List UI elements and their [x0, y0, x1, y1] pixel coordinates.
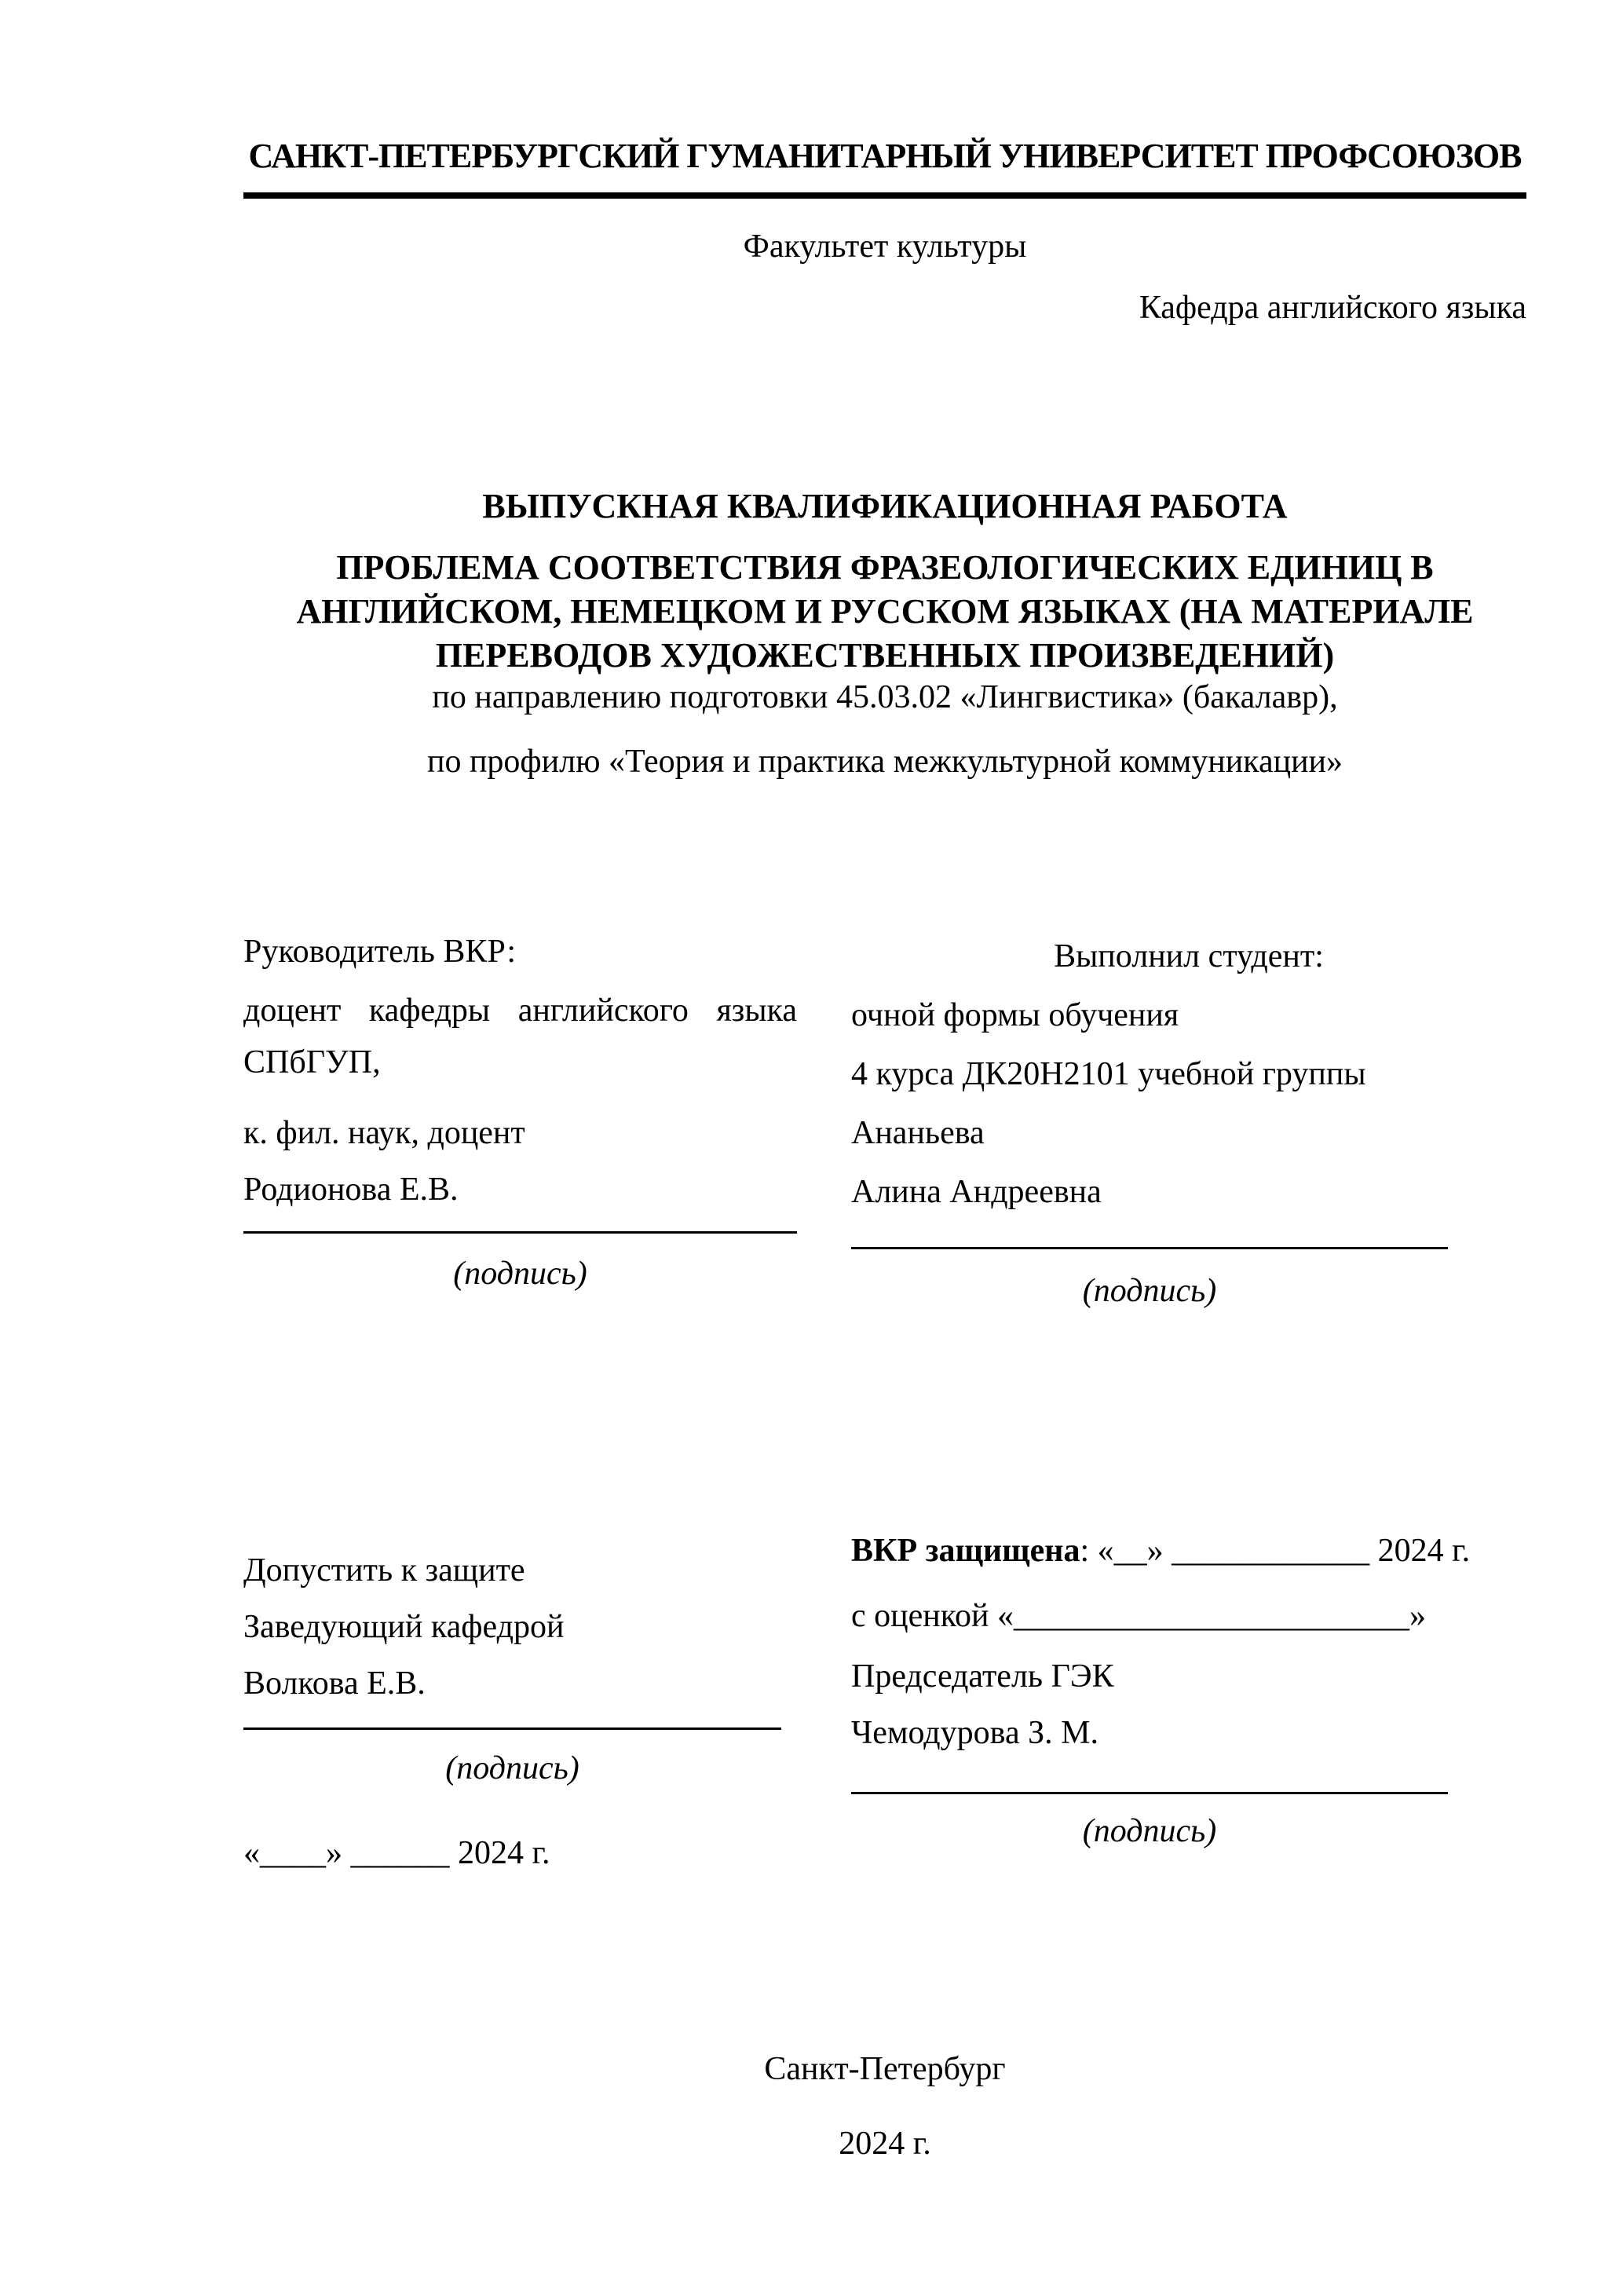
supervisor-section	[243, 932, 797, 1311]
thesis-title	[243, 546, 1526, 678]
profile-line: по профилю «Теория и практика межкультурной коммуникации»	[426, 744, 1343, 780]
supervisor-degree: к. фил. наук, доцент	[243, 1115, 525, 1151]
defense-status-blank: : «__» ____________ 2024 г.	[1080, 1533, 1471, 1569]
thesis-title-line-3: ПЕРЕВОДОВ ХУДОЖЕСТВЕННЫХ ПРОИЗВЕДЕНИЙ)	[435, 636, 1335, 675]
thesis-title-line-1: ПРОБЛЕМА СООТВЕТСТВИЯ ФРАЗЕОЛОГИЧЕСКИХ ЕДИНИЦ В	[336, 548, 1434, 587]
admission-line-2: Заведующий кафедрой	[243, 1609, 565, 1645]
admission-head-name: Волкова Е.В.	[243, 1665, 426, 1702]
header-divider-rule	[243, 192, 1526, 199]
admission-section	[243, 1531, 797, 1873]
program-line: по направлению подготовки 45.03.02 «Лингвистика» (бакалавр),	[432, 679, 1338, 715]
defense-status-line	[851, 1531, 1526, 1570]
admission-line-1: Допустить к защите	[243, 1552, 525, 1589]
student-name-patronymic: Алина Андреевна	[851, 1174, 1102, 1210]
student-section	[851, 932, 1526, 1311]
admission-date-line: «____» ______ 2024 г.	[243, 1835, 550, 1871]
admission-signature-caption: (подпись)	[445, 1750, 579, 1786]
student-signature-line	[851, 1247, 1448, 1249]
department-name: Кафедра английского языка	[1139, 290, 1526, 326]
defense-grade-line: с оценкой «________________________»	[851, 1598, 1426, 1634]
supervisor-signature-line	[243, 1231, 797, 1234]
admission-signature-line	[243, 1727, 781, 1730]
defense-chair-name: Чемодурова З. М.	[851, 1715, 1098, 1751]
work-type-heading: ВЫПУСКНАЯ КВАЛИФИКАЦИОННАЯ РАБОТА	[482, 487, 1288, 525]
supervisor-label: Руководитель ВКР:	[243, 934, 517, 970]
student-label: Выполнил студент:	[1054, 938, 1324, 974]
university-name: САНКТ-ПЕТЕРБУРГСКИЙ ГУМАНИТАРНЫЙ УНИВЕРСИТЕТ ПРОФСОЮЗОВ	[248, 137, 1522, 175]
supervisor-affiliation: СПбГУП,	[243, 1044, 381, 1080]
defense-signature-caption: (подпись)	[1082, 1813, 1217, 1849]
defense-status-label: ВКР защищена	[851, 1533, 1080, 1569]
student-signature-caption: (подпись)	[1082, 1273, 1217, 1309]
supervisor-position: доцент кафедры английского языка	[243, 993, 797, 1029]
footer-year: 2024 г.	[839, 2126, 931, 2162]
student-group: 4 курса ДК20Н2101 учебной группы	[851, 1056, 1366, 1092]
faculty-name: Факультет культуры	[743, 229, 1027, 265]
student-surname: Ананьева	[851, 1115, 985, 1151]
defense-chair-title: Председатель ГЭК	[851, 1658, 1114, 1695]
thesis-title-line-2: АНГЛИЙСКОМ, НЕМЕЦКОМ И РУССКОМ ЯЗЫКАХ (НА МАТЕРИАЛЕ	[296, 592, 1474, 631]
supervisor-signature-caption: (подпись)	[453, 1256, 587, 1292]
student-study-form: очной формы обучения	[851, 997, 1179, 1033]
signatories-top-block	[243, 932, 1526, 1311]
defense-section	[851, 1531, 1526, 1873]
footer-city: Санкт-Петербург	[764, 2051, 1006, 2087]
defense-signature-line	[851, 1792, 1448, 1794]
signatories-bottom-block	[243, 1531, 1526, 1873]
supervisor-name: Родионова Е.В.	[243, 1172, 459, 1208]
